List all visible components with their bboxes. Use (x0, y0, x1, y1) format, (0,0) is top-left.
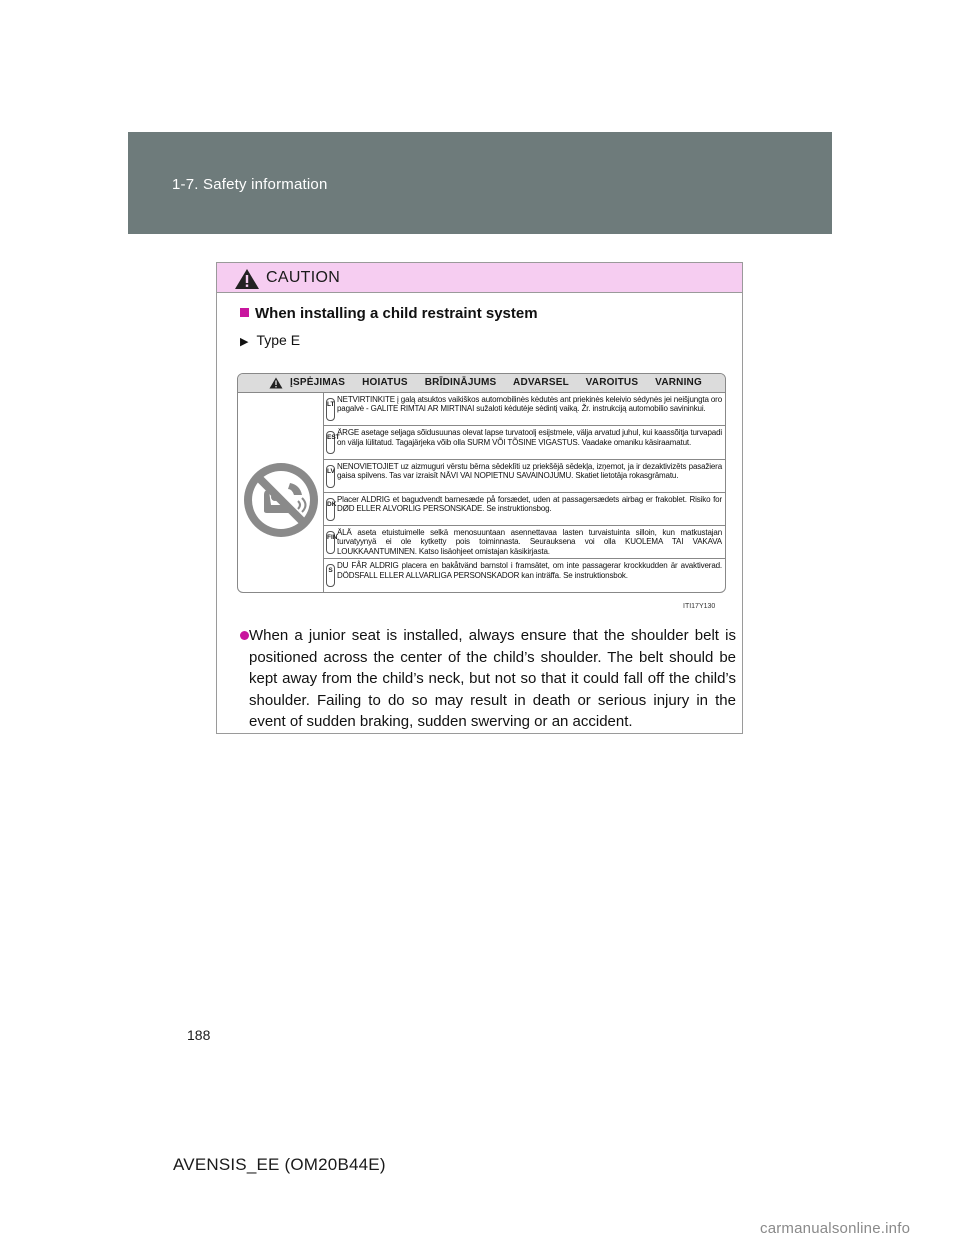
warning-row (324, 460, 726, 493)
warning-row-text: DU FÅR ALDRIG placera en bakåtvänd barnstol i framsätet, om inte passagerar krockkudden är avaktiverad. DÖDSFALL ELLER ALLVARLIGA PERSONSKADOR kan inträffa. Se instruktionsbok. (337, 561, 722, 580)
caution-header (217, 263, 742, 293)
section-heading-text: When installing a child restraint system (255, 305, 538, 322)
warning-label-titles: ĮSPĖJIMAS HOIATUS BRĪDINĀJUMS ADVARSEL VAROITUS VARNING (290, 377, 702, 388)
warning-row-text: NETVIRTINKITE į galą atsuktos vaikiškos automobilinės kėdutės ant priekinės keleivio sėdynės jei neišjungta oro pagalvė - GALITE RIMTAI AR MIRTINAI sužaloti kėdutėje sėdintį vaiką. Žr. instrukciją automobilio savininkui. (337, 395, 722, 414)
page-number: 188 (187, 1027, 211, 1043)
type-label: Type E (256, 332, 301, 348)
warning-triangle-icon (234, 268, 260, 290)
warning-row (324, 426, 726, 459)
language-code: DK (326, 498, 335, 521)
warning-label-illustration (237, 373, 726, 593)
warning-row (324, 493, 726, 526)
triangle-bullet-icon: ▶ (240, 336, 249, 348)
warning-row-text: ÄLÄ aseta etuistuimelle selkä menosuuntaan asennettavaa lasten turvaistuinta silloin, kun matkustajan turvatyynyä ei ole kytketty pois toiminnasta. Seurauksena voi olla KUOLEMA TAI VAKAVA LOUKKAANTUMINEN. Katso lisäohjeet omistajan käsikirjasta. (337, 528, 722, 556)
warning-triangle-icon (269, 377, 283, 389)
language-code: EST (326, 431, 335, 454)
bullet-text: When a junior seat is installed, always ensure that the shoulder belt is positioned across the center of the child’s shoulder. The belt should be kept away from the child’s neck, but not so that it could fall off the child’s shoulder. Failing to do so may result in death or serious injury in the event of sudden braking, sudden swerving or an accident. (249, 627, 736, 731)
type-line (240, 332, 300, 348)
no-rear-facing-seat-icon (242, 461, 320, 539)
warning-row-text: NENOVIETOJIET uz aizmuguri vērstu bērna sēdeklīti uz priekšējā sēdekļa, izņemot, ja ir dezaktivizēts pasažiera gaisa spilvens. Tas var izraisīt NĀVI VAI NOPIETNU SAVAINOJUMU. Skatiet lietotāja rokasgrāmatu. (337, 461, 722, 480)
section-title: 1-7. Safety information (172, 176, 328, 193)
round-bullet-icon (240, 631, 249, 640)
language-code: LV (326, 465, 335, 488)
warning-row (324, 393, 726, 426)
section-heading (240, 305, 538, 322)
language-code: LT (326, 398, 335, 421)
square-bullet-icon (240, 308, 249, 317)
watermark: carmanualsonline.info (760, 1220, 911, 1237)
warning-label-title-bar (238, 374, 725, 393)
warning-row (324, 526, 726, 559)
figure-code: ITI17Y130 (683, 603, 716, 610)
warning-row (324, 559, 726, 592)
warning-row-text: Placer ALDRIG et bagudvendt barnesæde på forsædet, uden at passagersædets airbag er frakoblet. Risiko for DØD ELLER ALVORLIG PERSONSKADE. Se instruktionsbog. (337, 494, 722, 514)
document-code: AVENSIS_EE (OM20B44E) (173, 1155, 386, 1174)
caution-box (216, 262, 743, 734)
caution-label: CAUTION (266, 269, 341, 286)
language-code: S (326, 564, 335, 587)
prohibition-pictogram (238, 393, 324, 592)
bullet-paragraph (240, 625, 736, 733)
language-code: FIN (326, 531, 335, 554)
warning-row-text: ÄRGE asetage seljaga sõidusuunas olevat lapse turvatoolj esijstmele, välja arvatud juhul, kui kaassõitja turvapadi on välja lülitatud. Tagajärjeka võib olla SURM VÕI TÕSINE VIGASTUS. Vaadake omaniku käsiraamatut. (337, 428, 722, 447)
warning-label-rows (324, 393, 726, 593)
